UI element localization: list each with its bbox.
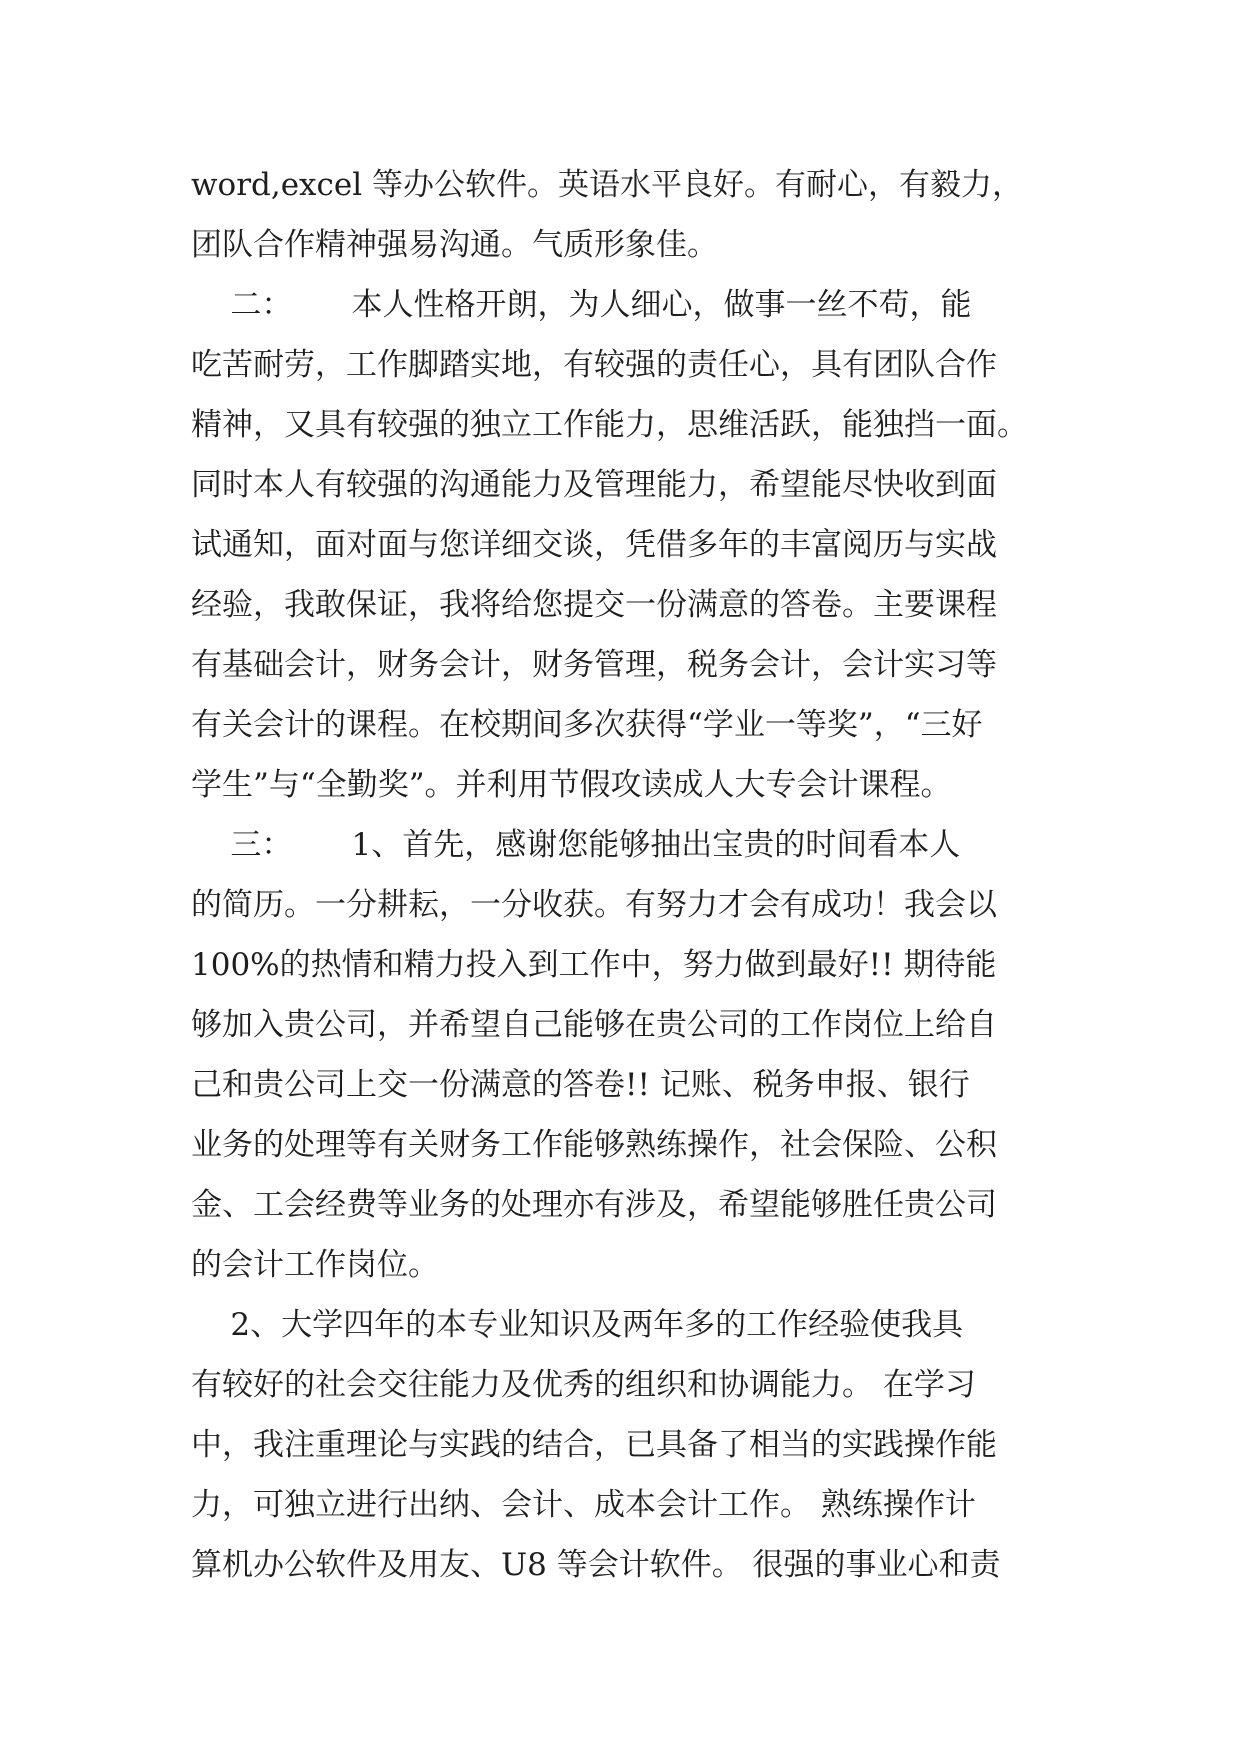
- text-line: 己和贵公司上交一份满意的答卷!! 记账、税务申报、银行: [191, 1067, 970, 1103]
- text-line: 的简历。一分耕耘，一分收获。有努力才会有成功！我会以: [191, 887, 997, 923]
- text-line: 经验，我敢保证，我将给您提交一份满意的答卷。主要课程: [191, 587, 997, 623]
- text-line: 有较好的社会交往能力及优秀的组织和协调能力。 在学习: [191, 1367, 976, 1403]
- text-line: 2、大学四年的本专业知识及两年多的工作经验使我具: [191, 1307, 964, 1343]
- text-line: 100%的热情和精力投入到工作中，努力做到最好!! 期待能: [191, 947, 997, 983]
- text-line: 精神，又具有较强的独立工作能力，思维活跃，能独挡一面。: [191, 407, 1028, 443]
- text-line: 有关会计的课程。在校期间多次获得“学业一等奖”，“三好: [191, 707, 983, 743]
- text-line: 的会计工作岗位。: [191, 1247, 439, 1283]
- text-line: 同时本人有较强的沟通能力及管理能力，希望能尽快收到面: [191, 467, 997, 503]
- text-line: 业务的处理等有关财务工作能够熟练操作，社会保险、公积: [191, 1127, 997, 1163]
- text-line: 三： 1、首先，感谢您能够抽出宝贵的时间看本人: [191, 827, 961, 863]
- text-line: word,excel 等办公软件。英语水平良好。有耐心，有毅力，: [191, 167, 1024, 203]
- text-line: 力，可独立进行出纳、会计、成本会计工作。 熟练操作计: [191, 1487, 976, 1523]
- text-line: 够加入贵公司，并希望自己能够在贵公司的工作岗位上给自: [191, 1007, 997, 1043]
- text-line: 团队合作精神强易沟通。气质形象佳。: [191, 227, 718, 263]
- text-line: 吃苦耐劳，工作脚踏实地，有较强的责任心，具有团队合作: [191, 347, 997, 383]
- text-line: 金、工会经费等业务的处理亦有涉及，希望能够胜任贵公司: [191, 1187, 997, 1223]
- text-line: 学生”与“全勤奖”。并利用节假攻读成人大专会计课程。: [191, 767, 952, 803]
- text-line: 有基础会计，财务会计，财务管理，税务会计，会计实习等: [191, 647, 997, 683]
- text-line: 中，我注重理论与实践的结合，已具备了相当的实践操作能: [191, 1427, 997, 1463]
- text-line: 试通知，面对面与您详细交谈，凭借多年的丰富阅历与实战: [191, 527, 997, 563]
- text-line: 算机办公软件及用友、U8 等会计软件。 很强的事业心和责: [191, 1547, 1001, 1583]
- text-line: 二： 本人性格开朗，为人细心，做事一丝不苟，能: [191, 287, 972, 323]
